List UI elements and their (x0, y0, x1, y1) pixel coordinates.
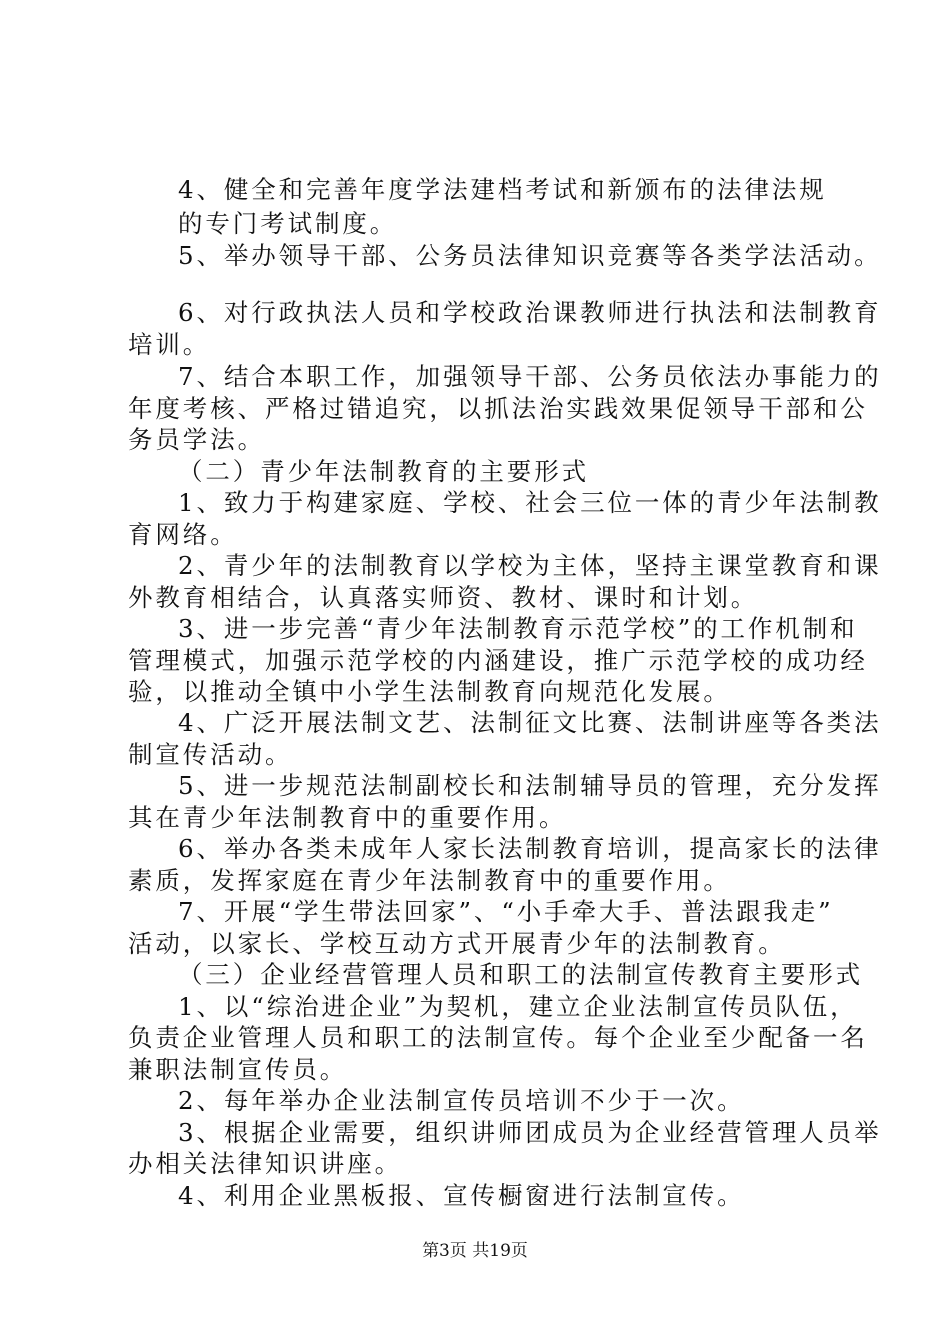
text-line: 4、健全和完善年度学法建档考试和新颁布的法律法规 (178, 175, 827, 204)
text-line: 4、广泛开展法制文艺、法制征文比赛、法制讲座等各类法 (178, 708, 882, 737)
text-line: 2、每年举办企业法制宣传员培训不少于一次。 (178, 1086, 745, 1115)
text-line: 验，以推动全镇中小学生法制教育向规范化发展。 (128, 677, 731, 706)
text-line: 外教育相结合，认真落实师资、教材、课时和计划。 (128, 583, 759, 612)
text-line: 3、进一步完善“青少年法制教育示范学校”的工作机制和 (178, 614, 858, 643)
page-number: 第3页 共19页 (422, 1241, 528, 1261)
section-heading: （三）企业经营管理人员和职工的法制宣传教育主要形式 (178, 960, 863, 989)
text-line: 1、以“综治进企业”为契机，建立企业法制宣传员队伍， (178, 992, 858, 1021)
text-line: 负责企业管理人员和职工的法制宣传。每个企业至少配备一名 (128, 1023, 868, 1052)
text-line: 素质，发挥家庭在青少年法制教育中的重要作用。 (128, 866, 731, 895)
text-line: 的专门考试制度。 (178, 209, 398, 238)
text-line: 6、对行政执法人员和学校政治课教师进行执法和法制教育 (178, 298, 882, 327)
text-line: 1、致力于构建家庭、学校、社会三位一体的青少年法制教 (178, 488, 882, 517)
text-line: 务员学法。 (128, 425, 265, 454)
text-line: 7、开展“学生带法回家”、“小手牵大手、普法跟我走” (178, 897, 834, 926)
text-line: 兼职法制宣传员。 (128, 1055, 348, 1084)
text-line: 2、青少年的法制教育以学校为主体，坚持主课堂教育和课 (178, 551, 882, 580)
text-line: 培训。 (128, 330, 211, 359)
text-line: 其在青少年法制教育中的重要作用。 (128, 803, 567, 832)
text-line: 6、举办各类未成年人家长法制教育培训，提高家长的法律 (178, 834, 882, 863)
text-line: 办相关法律知识讲座。 (128, 1149, 402, 1178)
text-line: 5、进一步规范法制副校长和法制辅导员的管理，充分发挥 (178, 771, 882, 800)
text-line: 活动，以家长、学校互动方式开展青少年的法制教育。 (128, 929, 786, 958)
section-heading: （二）青少年法制教育的主要形式 (178, 457, 589, 486)
text-line: 5、举办领导干部、公务员法律知识竞赛等各类学法活动。 (178, 241, 882, 270)
text-line: 管理模式，加强示范学校的内涵建设，推广示范学校的成功经 (128, 646, 868, 675)
text-line: 7、结合本职工作，加强领导干部、公务员依法办事能力的 (178, 362, 882, 391)
text-line: 育网络。 (128, 520, 238, 549)
text-line: 制宣传活动。 (128, 740, 293, 769)
text-line: 4、利用企业黑板报、宣传橱窗进行法制宣传。 (178, 1181, 745, 1210)
text-line: 3、根据企业需要，组织讲师团成员为企业经营管理人员举 (178, 1118, 882, 1147)
text-line: 年度考核、严格过错追究，以抓法治实践效果促领导干部和公 (128, 394, 868, 423)
